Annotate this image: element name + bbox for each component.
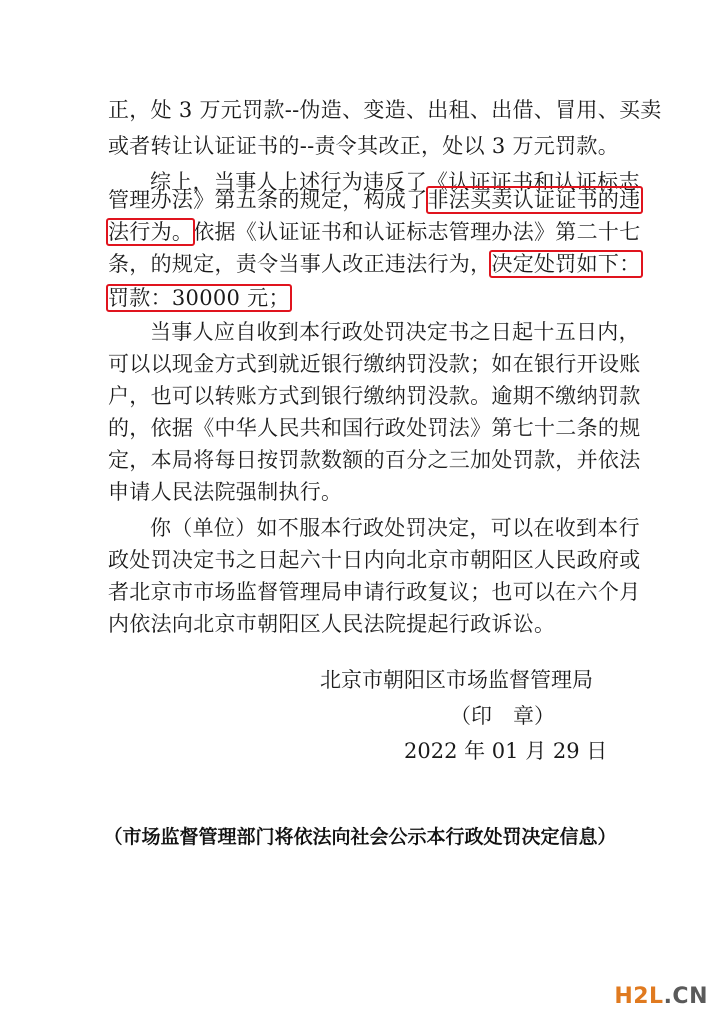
text-line — [108, 606, 555, 642]
text-line — [108, 378, 641, 414]
text-segment: 或者转让认证证书的--责令其改正，处以 3 万元罚款。 — [108, 134, 620, 158]
issuing-authority: 北京市朝阳区市场监督管理局 — [320, 668, 593, 692]
public-notice-note: （市场监督管理部门将依法向社会公示本行政处罚决定信息） — [103, 826, 617, 848]
text-segment: 条，的规定，责令当事人改正违法行为， — [108, 252, 492, 276]
text-segment: 者北京市市场监督管理局申请行政复议；也可以在六个月 — [108, 580, 641, 604]
text-line — [108, 346, 641, 382]
site-watermark — [614, 984, 708, 1009]
watermark-h: H — [614, 984, 634, 1009]
text-segment: 申请人民法院强制执行。 — [108, 480, 343, 504]
highlight-fine-amount: 罚款：30000 元； — [108, 286, 290, 310]
text-segment: 依据《认证证书和认证标志管理办法》第二十七 — [193, 220, 641, 244]
highlight-illegal-trade: 非法买卖认证证书的违 — [427, 188, 641, 212]
text-segment: 正，处 3 万元罚款--伪造、变造、出租、出借、冒用、买卖 — [108, 98, 662, 122]
seal-placeholder: （印 章） — [450, 704, 555, 728]
text-line — [150, 314, 640, 350]
text-segment: 户，也可以转账方式到银行缴纳罚没款。逾期不缴纳罚款 — [108, 384, 641, 408]
issue-date: 2022 年 01 月 29 日 — [404, 739, 608, 763]
text-line — [150, 510, 640, 546]
text-line — [108, 214, 641, 250]
text-segment: 当事人应自收到本行政处罚决定书之日起十五日内， — [150, 320, 640, 344]
text-segment: 政处罚决定书之日起六十日内向北京市朝阳区人民政府或 — [108, 548, 641, 572]
text-line — [108, 92, 662, 128]
text-line — [108, 442, 641, 478]
text-line — [108, 246, 641, 282]
text-line — [108, 574, 641, 610]
watermark-cn: .CN — [663, 984, 708, 1009]
text-segment: 管理办法》第五条的规定，构成了 — [108, 188, 428, 212]
text-segment: 你（单位）如不服本行政处罚决定，可以在收到本行 — [150, 516, 640, 540]
text-segment: 定，本局将每日按罚款数额的百分之三加处罚款，并依法 — [108, 448, 641, 472]
text-segment: 的，依据《中华人民共和国行政处罚法》第七十二条的规 — [108, 416, 641, 440]
text-segment: 内依法向北京市朝阳区人民法院提起行政诉讼。 — [108, 612, 556, 636]
text-segment: 综上，当事人上述行为违反了《认证证书和认证标志 — [150, 170, 640, 194]
watermark-l: L — [649, 984, 664, 1009]
highlight-illegal-act: 法行为。 — [108, 220, 194, 244]
text-line — [108, 280, 290, 316]
text-segment: 可以以现金方式到就近银行缴纳罚没款；如在银行开设账 — [108, 352, 641, 376]
text-line — [108, 474, 342, 510]
text-line — [108, 128, 619, 164]
text-line — [108, 410, 641, 446]
text-line — [108, 182, 641, 218]
watermark-2: 2 — [633, 984, 650, 1009]
text-line — [108, 542, 641, 578]
highlight-penalty-decision: 决定处罚如下： — [491, 252, 641, 276]
